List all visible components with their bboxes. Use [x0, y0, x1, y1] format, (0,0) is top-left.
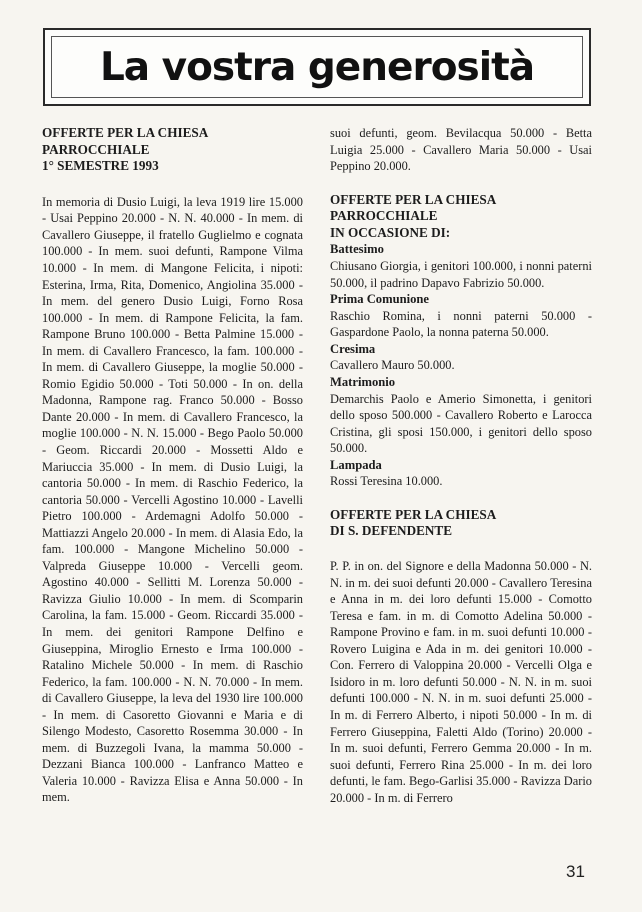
- heading-line: 1° SEMESTRE 1993: [42, 158, 159, 174]
- section-cresima: [330, 341, 592, 374]
- section-text: Rossi Teresina 10.000.: [330, 474, 443, 489]
- section-title: Cresima: [330, 341, 376, 356]
- page-number: 31: [566, 862, 585, 881]
- heading-line: PARROCCHIALE: [42, 141, 150, 157]
- heading-line: PARROCCHIALE: [330, 208, 438, 224]
- section-text: Demarchis Paolo e Amerio Simonetta, i genitori dello sposo 500.000 - Cavallero Roberto e Larocca Cristina, gli sposi 150.000, i genitori dello sposo 50.000.: [330, 391, 592, 456]
- section-title: Lampada: [330, 457, 382, 472]
- title-banner-frame: [51, 36, 583, 98]
- heading-line: DI S. DEFENDENTE: [330, 523, 453, 539]
- section-text: Raschio Romina, i nonni paterni 50.000 - Gaspardone Paolo, la nonna paterna 50.000.: [330, 308, 592, 340]
- defendente-heading: [330, 507, 592, 540]
- right-column: [330, 125, 592, 806]
- section-title: Prima Comunione: [330, 292, 429, 307]
- section-battesimo: [330, 241, 592, 291]
- section-lampada: [330, 457, 592, 490]
- section-matrimonio: [330, 374, 592, 457]
- section-prima-comunione: [330, 291, 592, 341]
- section-text: Chiusano Giorgia, i genitori 100.000, i nonni paterni 50.000, il padrino Dapavo Fabrizio 50.000.: [330, 259, 592, 290]
- section-title: Matrimonio: [330, 374, 396, 389]
- continuation-text: suoi defunti, geom. Bevilacqua 50.000 - Betta Luigia 25.000 - Cavallero Maria 50.000 - Usai Peppino 20.000.: [330, 126, 592, 174]
- heading-line: IN OCCASIONE DI:: [330, 224, 451, 240]
- semester-heading: [42, 125, 303, 175]
- occasion-heading: [330, 192, 592, 242]
- defendente-offerings-text: P. P. in on. del Signore e della Madonna 50.000 - N. N. in m. dei suoi defunti 20.000 - Cavallero Teresina e Anna in m. dei loro defunti 15.000 - Comotto Teresa e fam. in m. di Comotto Adelina 50.000 - Rampone Provino e fam. in m. suoi defunti 10.000 - Rovero Luigina e Ada in m. dei genitori 10.000 - Con. Ferrero di Valoppina 20.000 - Vercelli Olga e Isidoro in m. loro defunti 50.000 - N. N. in m. suoi defunti 100.000 - N. N. in m. suoi defunti 25.000 - In m. di Ferrero Alberto, i nipoti 50.000 - In m. di Ferrero Giuseppina, Faletti Aldo (Torino) 20.000 - In m. suoi defunti, Ferrero Gemma 20.000 - In m. suoi defunti, Ferrero Rina 25.000 - In m. dei loro defunti, le fam. Bego-Garlisi 35.000 - Ravizza Dario 20.000 - In m. di Ferrero: [330, 559, 592, 805]
- page-title: La vostra generosità: [99, 44, 535, 90]
- heading-line: OFFERTE PER LA CHIESA: [330, 191, 497, 207]
- section-text: Cavallero Mauro 50.000.: [330, 358, 455, 373]
- section-title: Battesimo: [330, 242, 384, 257]
- semester-offerings-text: In memoria di Dusio Luigi, la leva 1919 lire 15.000 - Usai Peppino 20.000 - N. N. 40.000 - In mem. di Cavallero Giuseppe, il fratello Guglielmo e cognata 100.000 - In mem. suoi defunti, Rampone Vilma 10.000 - In mem. di Mangone Felicita, i nipoti: Esterina, Irma, Rita, Domenico, Angiolina 35.000 - In mem. del genero Dusio Luigi, Forno Rosa 100.000 - In mem. di Rampone Felicita, la fam. Rampone Bruno 100.000 - Betta Palmine 15.000 - In mem. di Cavallero Francesco, la fam. 100.000 - In mem. di Cavallero Giuseppe, la moglie 50.000 - Romio Egidio 50.000 - Toti 50.000 - In on. della Madonna, Rampone rag. Franco 50.000 - Bosso Dante 20.000 - In mem. di Cavallero Francesco, la moglie 100.000 - N. N. 15.000 - Bego Paolo 50.000 - Geom. Riccardi 20.000 - Mossetti Aldo e Mariuccia 35.000 - In mem. di Dusio Luigi, la cantoria 50.000 - In mem. di Raschio Federico, la cantoria 50.000 - Vercelli Agostino 10.000 - Lavelli Pietro 100.000 - Ardemagni Adolfo 50.000 - Mattiazzi Angelo 20.000 - In mem. di Alasia Edo, la fam. 100.000 - Mangone Michelino 50.000 - Valpreda Giuseppe 10.000 - Vercelli geom. Agostino 40.000 - Sellitti M. Lorenza 50.000 - Ravizza Giulio 10.000 - In mem. di Scomparin Carolina, la fam. 15.000 - Geom. Riccardi 35.000 - In mem. dei genitori Rampone Delfino e Giuseppina, Miroglio Ernesto e Irma 100.000 - Ratalino Michele 50.000 - In mem. di Raschio Federico, la fam. 100.000 - N. N. 70.000 - In mem. di Cavallero Giuseppe, la leva del 1930 lire 100.000 - In mem. di Casoretto Giovanni e Maria e di Silengo Modesto, Casoretto Rosemma 30.000 - In mem. di Buzzegoli Ivana, la mamma 50.000 - Dezzani Bianca 100.000 - Lanfranco Matteo e Valeria 10.000 - Ravizza Elisa e Anna 50.000 - In mem.: [42, 194, 303, 805]
- heading-line: OFFERTE PER LA CHIESA: [42, 125, 209, 140]
- title-banner: [43, 28, 591, 106]
- left-column: [42, 125, 303, 806]
- heading-line: OFFERTE PER LA CHIESA: [330, 506, 497, 522]
